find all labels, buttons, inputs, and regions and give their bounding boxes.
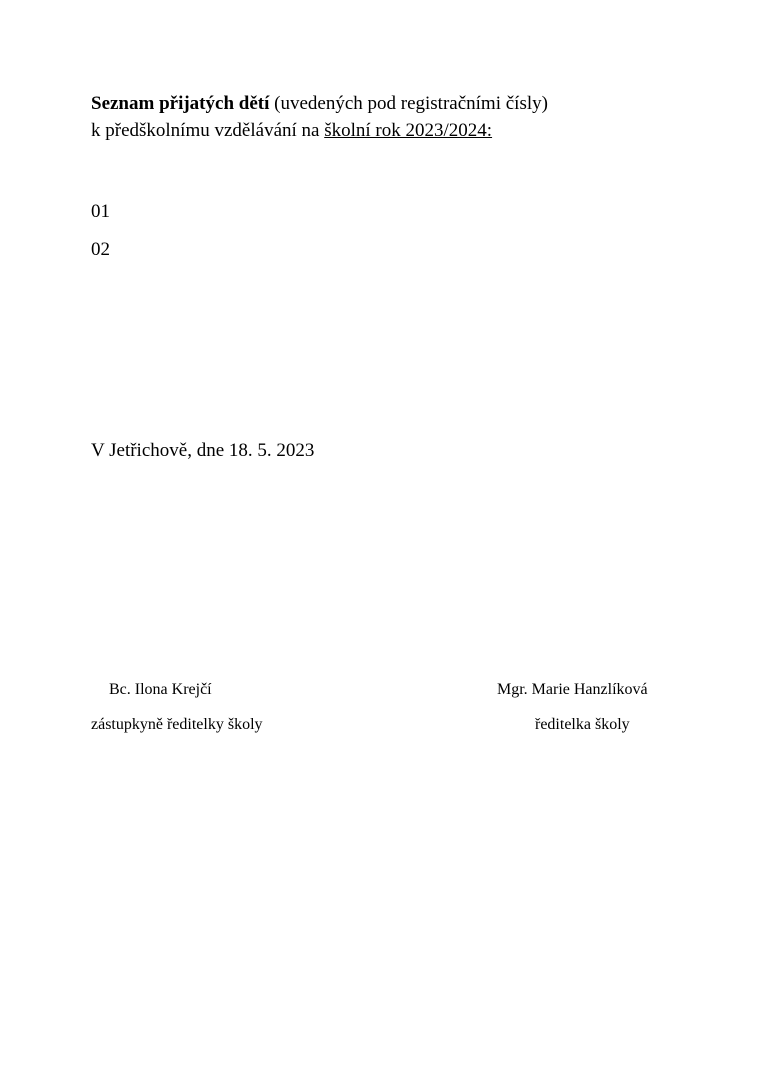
signature-right-role: ředitelka školy [535, 716, 630, 733]
heading-line-2 [91, 117, 548, 144]
heading-title-rest: (uvedených pod registračními čísly) [269, 93, 548, 114]
registration-number-item: 02 [91, 239, 110, 260]
heading-bold-title: Seznam přijatých dětí [91, 93, 270, 114]
registration-number-list [91, 200, 110, 276]
heading-line-1 [91, 90, 548, 117]
heading-line-2-prefix: k předškolnímu vzdělávání na [91, 120, 325, 141]
signature-left-name: Bc. Ilona Krejčí [109, 681, 212, 698]
registration-number-item: 01 [91, 201, 110, 222]
signature-left-role: zástupkyně ředitelky školy [91, 716, 263, 733]
document-heading [91, 90, 548, 144]
signature-right-name: Mgr. Marie Hanzlíková [497, 681, 648, 698]
place-and-date: V Jetřichově, dne 18. 5. 2023 [91, 440, 315, 461]
school-year-label: školní rok 2023/2024: [324, 120, 493, 141]
